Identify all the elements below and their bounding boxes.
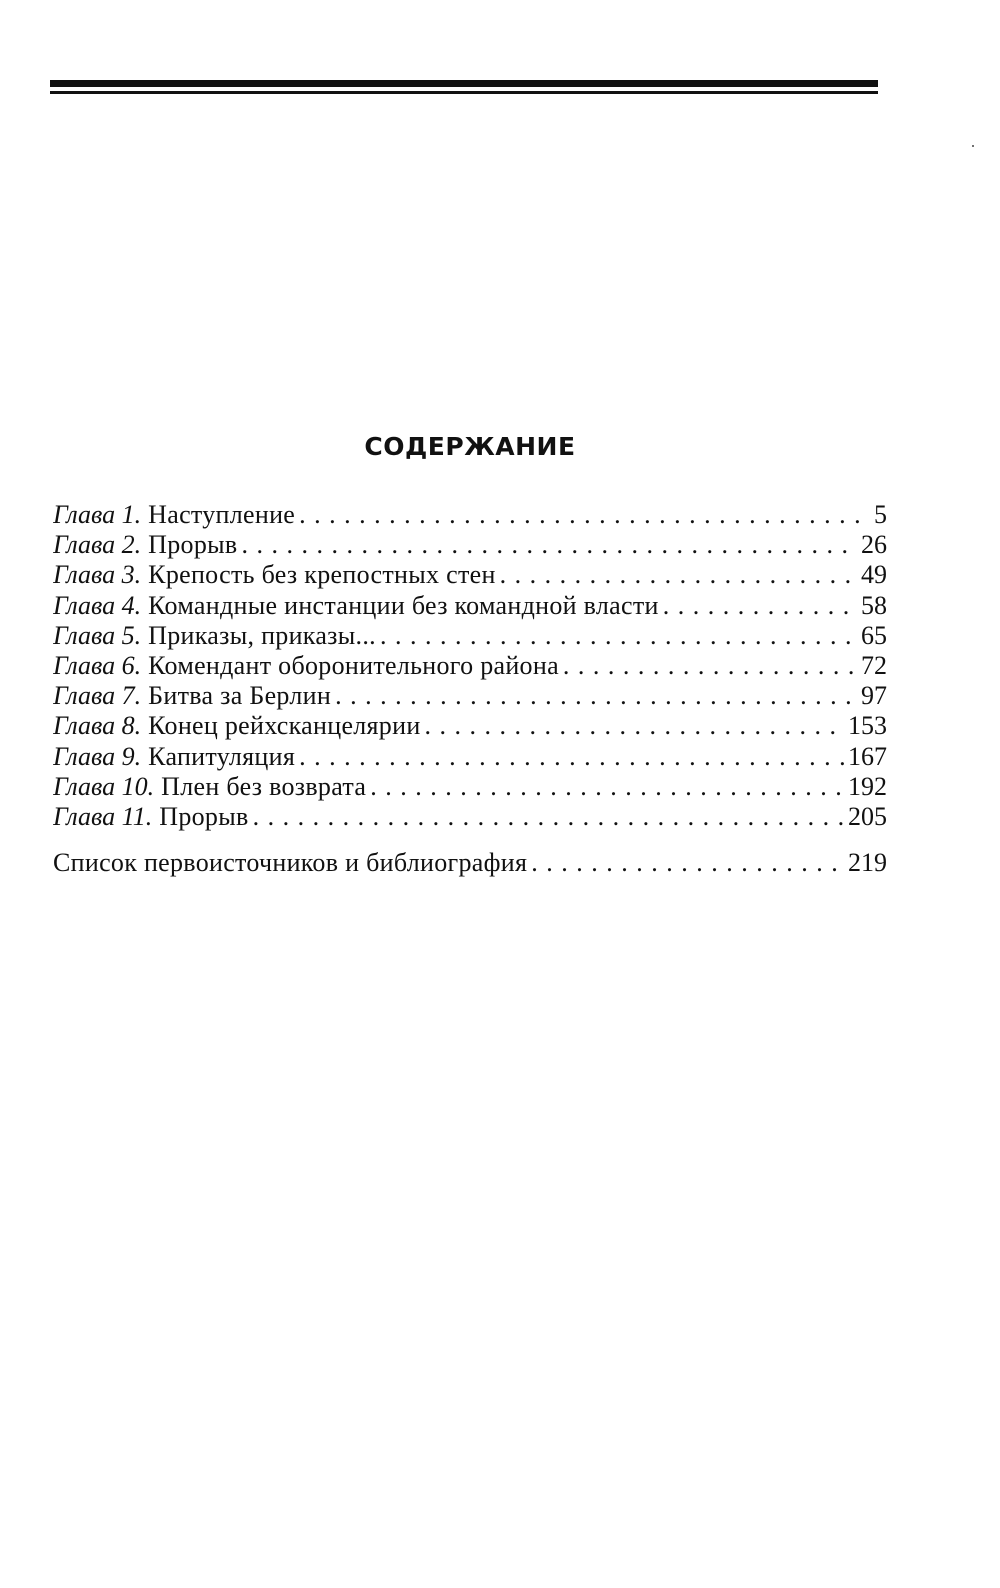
page-number: 58 — [861, 590, 887, 620]
chapter-label: Глава 4. — [53, 590, 142, 620]
chapter-label: Глава 11. — [53, 801, 153, 831]
chapter-label: Глава 7. — [53, 681, 142, 711]
chapter-label: Глава 2. — [53, 530, 142, 560]
dot-leader — [299, 500, 870, 530]
chapter-label: Глава 5. — [53, 620, 142, 650]
page-number: 167 — [848, 741, 887, 771]
chapter-title: Наступление — [148, 500, 296, 529]
toc-entry-bibliography[interactable] — [53, 848, 887, 878]
dot-leader — [299, 742, 844, 772]
toc-entry-1[interactable] — [53, 500, 887, 530]
page-title: СОДЕРЖАНИЕ — [364, 432, 576, 461]
dot-leader — [242, 530, 858, 560]
toc-entry-4[interactable] — [53, 591, 887, 621]
dot-leader — [563, 651, 857, 681]
page-number: 97 — [861, 681, 887, 711]
toc-entry-9[interactable] — [53, 742, 887, 772]
scan-speck — [972, 145, 974, 147]
dot-leader — [500, 560, 857, 590]
chapter-label: Глава 10. — [53, 771, 155, 801]
page-number: 192 — [848, 771, 887, 801]
chapter-title: Приказы, приказы... — [148, 620, 376, 650]
toc-entry-3[interactable] — [53, 560, 887, 590]
page-number: 72 — [861, 650, 887, 680]
chapter-title: Конец рейхсканцелярии — [148, 711, 421, 741]
chapter-title: Прорыв — [148, 530, 238, 560]
dot-leader — [370, 772, 844, 802]
toc-entry-2[interactable] — [53, 530, 887, 560]
dot-leader — [380, 621, 857, 651]
page-number: 153 — [848, 711, 887, 741]
chapter-label: Глава 3. — [53, 560, 142, 590]
chapter-title: Капитуляция — [148, 741, 296, 771]
page-number: 219 — [848, 848, 887, 878]
header-rule-thin — [50, 91, 878, 94]
chapter-label: Глава 1. — [53, 500, 142, 529]
chapter-label: Глава 9. — [53, 741, 142, 771]
page-number: 65 — [861, 620, 887, 650]
page-number: 5 — [874, 500, 887, 529]
chapter-label: Глава 8. — [53, 711, 142, 741]
chapter-title: Прорыв — [159, 801, 249, 831]
chapter-title: Комендант оборонительного района — [148, 650, 559, 680]
chapter-title: Командные инстанции без командной власти — [148, 590, 659, 620]
toc-entry-7[interactable] — [53, 681, 887, 711]
page-number: 26 — [861, 530, 887, 560]
toc-entry-6[interactable] — [53, 651, 887, 681]
toc-entry-11[interactable] — [53, 802, 887, 832]
page-number: 205 — [848, 801, 887, 831]
chapter-title: Крепость без крепостных стен — [148, 560, 496, 590]
dot-leader — [425, 711, 844, 741]
dot-leader — [663, 591, 857, 621]
toc-entry-8[interactable] — [53, 711, 887, 741]
bibliography-title: Список первоисточников и библиография — [53, 848, 528, 878]
header-rule-thick — [50, 80, 878, 87]
table-of-contents — [53, 500, 887, 878]
page-number: 49 — [861, 560, 887, 590]
dot-leader — [335, 681, 857, 711]
toc-entry-5[interactable] — [53, 621, 887, 651]
chapter-label: Глава 6. — [53, 650, 142, 680]
toc-entry-10[interactable] — [53, 772, 887, 802]
chapter-title: Битва за Берлин — [148, 681, 332, 711]
chapter-title: Плен без возврата — [161, 771, 367, 801]
dot-leader — [531, 848, 844, 878]
dot-leader — [253, 802, 844, 832]
